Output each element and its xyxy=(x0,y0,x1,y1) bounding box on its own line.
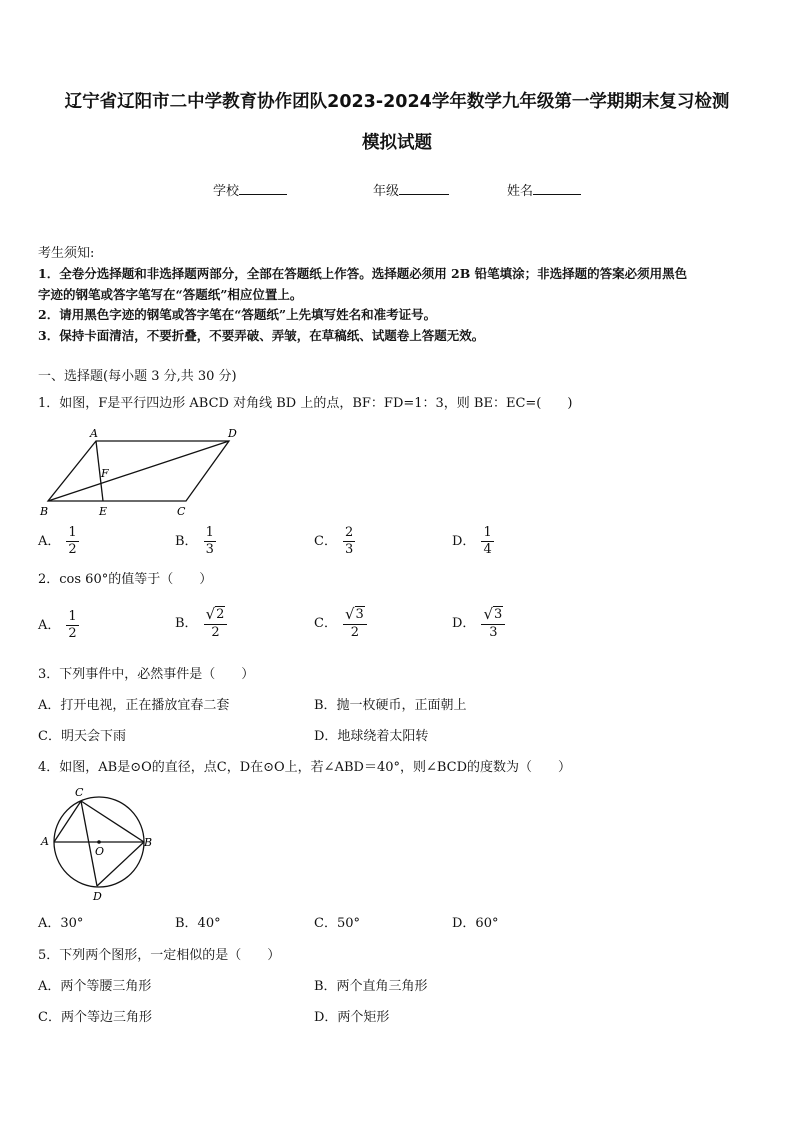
numerator: 1 xyxy=(483,525,492,540)
q4-option-d[interactable]: D．60° xyxy=(452,916,499,931)
label-f: F xyxy=(101,467,109,480)
sqrt-sign: √ 2 xyxy=(205,605,225,623)
label-e: E xyxy=(99,505,108,518)
option-letter: C． xyxy=(314,534,337,549)
q3-option-a[interactable]: A．打开电视，正在播放宜春二套 xyxy=(38,698,230,713)
q2-option-b[interactable] xyxy=(175,606,227,641)
option-letter: C． xyxy=(314,616,337,631)
grade-field xyxy=(373,180,449,199)
exam-title-line1: 辽宁省辽阳市二中学教育协作团队2023-2024学年数学九年级第一学期期末复习检测 xyxy=(64,92,730,112)
numerator: 1 xyxy=(68,525,77,540)
fraction xyxy=(204,525,216,558)
numerator xyxy=(481,606,505,625)
label-d: D xyxy=(93,890,102,903)
option-letter: D． xyxy=(452,616,476,631)
denominator: 2 xyxy=(68,542,77,557)
school-blank xyxy=(239,182,287,195)
option-letter: A． xyxy=(38,618,61,633)
grade-blank xyxy=(399,182,449,195)
q1-option-c[interactable] xyxy=(314,525,355,558)
denominator: 2 xyxy=(68,626,77,641)
school-field xyxy=(213,180,287,199)
label-b: B xyxy=(40,505,49,518)
sqrt-sign: √ 3 xyxy=(483,605,503,623)
radicand: 3 xyxy=(494,607,503,622)
fraction xyxy=(481,525,493,558)
option-letter: B． xyxy=(175,616,198,631)
q5-option-a[interactable]: A．两个等腰三角形 xyxy=(38,979,152,994)
denominator: 3 xyxy=(489,625,498,640)
q2-option-c[interactable] xyxy=(314,606,367,641)
label-b: B xyxy=(144,836,153,849)
center-point xyxy=(97,840,101,844)
circle-figure xyxy=(36,782,158,906)
name-blank xyxy=(533,182,581,195)
label-a: A xyxy=(90,427,98,440)
fraction xyxy=(343,525,355,558)
denominator: 3 xyxy=(344,542,354,557)
fraction xyxy=(343,606,367,641)
notice-item: 2．请用黑色字迹的钢笔或答字笔在“答题纸”上先填写姓名和准考证号。 xyxy=(38,307,437,322)
denominator: 2 xyxy=(211,625,220,640)
label-c: C xyxy=(177,505,186,518)
q5-stem: 5．下列两个图形，一定相似的是（ ） xyxy=(38,948,281,963)
q5-option-c[interactable]: C．两个等边三角形 xyxy=(38,1010,152,1025)
q1-option-d[interactable] xyxy=(452,525,494,558)
q1-stem: 1．如图，F是平行四边形 ABCD 对角线 BD 上的点，BF：FD=1：3，则 BE：EC=( ) xyxy=(38,396,573,411)
q3-stem: 3．下列事件中，必然事件是（ ） xyxy=(38,667,255,682)
numerator: 2 xyxy=(344,525,354,540)
fraction xyxy=(481,606,505,641)
option-letter: A． xyxy=(38,534,61,549)
fraction xyxy=(66,525,78,558)
denominator: 3 xyxy=(205,542,214,557)
school-label: 学校 xyxy=(213,184,240,199)
notice-heading: 考生须知: xyxy=(38,246,95,261)
name-label: 姓名 xyxy=(507,184,534,199)
q4-option-b[interactable]: B．40° xyxy=(175,916,221,931)
q3-option-b[interactable]: B．抛一枚硬币，正面朝上 xyxy=(314,698,467,713)
numerator xyxy=(204,606,228,625)
section-heading: 一、选择题(每小题 3 分,共 30 分) xyxy=(38,369,237,384)
q3-option-c[interactable]: C．明天会下雨 xyxy=(38,729,126,744)
q4-option-a[interactable]: A．30° xyxy=(38,916,84,931)
q4-option-c[interactable]: C．50° xyxy=(314,916,360,931)
denominator: 4 xyxy=(483,542,492,557)
label-a: A xyxy=(41,835,49,848)
grade-label: 年级 xyxy=(373,184,400,199)
q1-option-a[interactable] xyxy=(38,525,79,558)
q5-option-b[interactable]: B．两个直角三角形 xyxy=(314,979,428,994)
numerator xyxy=(343,606,367,625)
q1-option-b[interactable] xyxy=(175,525,216,558)
q2-option-a[interactable] xyxy=(38,609,79,642)
option-letter: B． xyxy=(175,534,198,549)
name-field xyxy=(507,180,581,199)
q2-stem: 2．cos 60°的值等于（ ） xyxy=(38,572,213,587)
exam-title-line2: 模拟试题 xyxy=(362,133,432,153)
parallelogram-figure xyxy=(36,424,246,520)
fraction xyxy=(204,606,228,641)
fraction xyxy=(66,609,78,642)
numerator: 1 xyxy=(205,525,214,540)
label-d: D xyxy=(228,427,237,440)
numerator: 1 xyxy=(68,609,77,624)
notice-item: 1．全卷分选择题和非选择题两部分，全部在答题纸上作答。选择题必须用 2B 铅笔填涂；非选择题的答案必须用黑色 xyxy=(38,266,688,281)
radicand: 3 xyxy=(355,607,364,622)
sqrt-sign: √ 3 xyxy=(344,605,364,623)
option-letter: D． xyxy=(452,534,476,549)
notice-item: 字迹的钢笔或答字笔写在“答题纸”相应位置上。 xyxy=(38,287,303,302)
label-o: O xyxy=(95,845,105,858)
q5-option-d[interactable]: D．两个矩形 xyxy=(314,1010,390,1025)
radicand: 2 xyxy=(216,607,225,622)
q3-option-d[interactable]: D．地球绕着太阳转 xyxy=(314,729,429,744)
q2-option-d[interactable] xyxy=(452,606,505,641)
denominator: 2 xyxy=(350,625,360,640)
label-c: C xyxy=(75,786,84,799)
q4-stem: 4．如图，AB是⊙O的直径，点C，D在⊙O上，若∠ABD＝40°，则∠BCD的度数为（ ） xyxy=(38,760,572,775)
notice-item: 3．保持卡面清洁，不要折叠，不要弄破、弄皱，在草稿纸、试题卷上答题无效。 xyxy=(38,328,485,343)
